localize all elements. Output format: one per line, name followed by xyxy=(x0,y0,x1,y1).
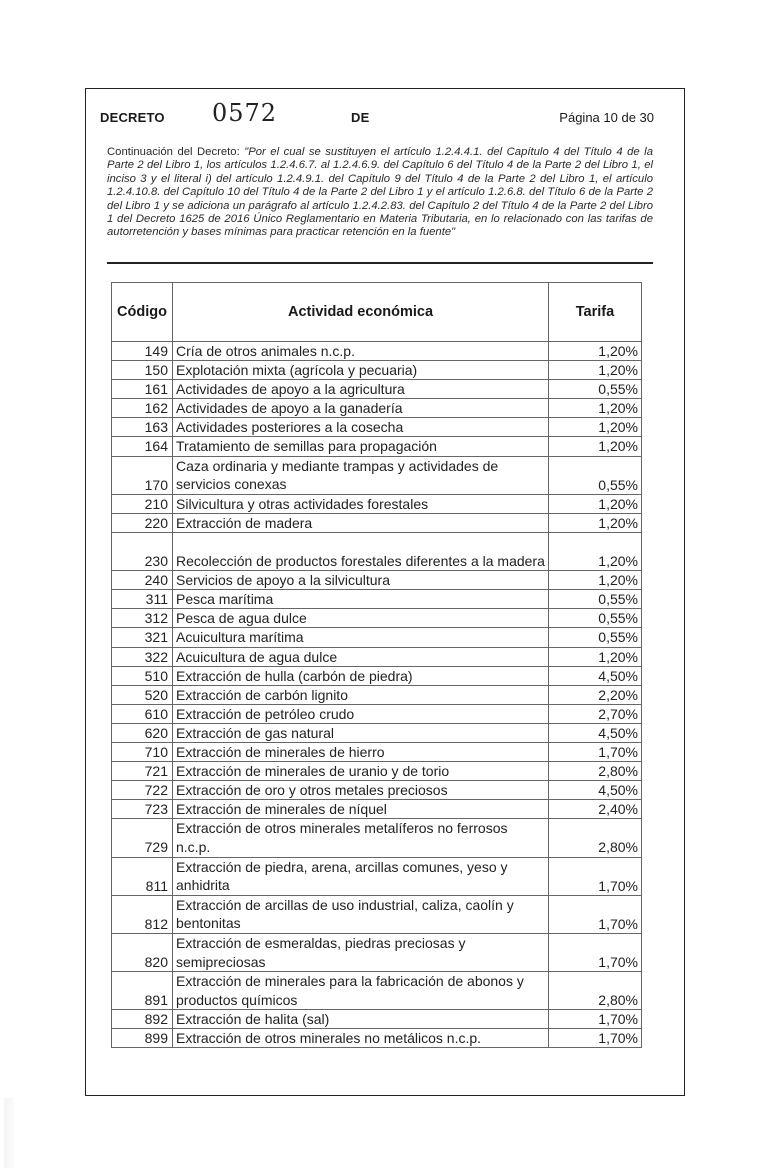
row-activity: Extracción de gas natural xyxy=(173,723,549,742)
decreto-number: 0572 xyxy=(212,99,278,127)
row-code: 710 xyxy=(112,742,173,761)
table-row xyxy=(112,723,642,742)
row-activity: Silvicultura y otras actividades forestales xyxy=(173,494,549,513)
row-rate: 1,70% xyxy=(549,933,642,971)
table-row xyxy=(112,361,642,380)
row-activity: Extracción de minerales de hierro xyxy=(173,742,549,761)
row-code: 230 xyxy=(112,532,173,570)
row-activity: Extracción de hulla (carbón de piedra) xyxy=(173,666,549,685)
row-rate: 2,40% xyxy=(549,800,642,819)
row-rate: 4,50% xyxy=(549,723,642,742)
row-rate: 1,70% xyxy=(549,1010,642,1029)
row-rate: 1,20% xyxy=(549,399,642,418)
row-rate: 1,70% xyxy=(549,895,642,933)
row-code: 161 xyxy=(112,380,173,399)
table-row xyxy=(112,418,642,437)
table-row xyxy=(112,399,642,418)
table-row xyxy=(112,666,642,685)
table-header-row xyxy=(112,283,642,342)
row-activity: Actividades de apoyo a la ganadería xyxy=(173,399,549,418)
row-rate: 1,20% xyxy=(549,418,642,437)
table-row xyxy=(112,1010,642,1029)
row-rate: 1,20% xyxy=(549,494,642,513)
continuation-paragraph xyxy=(107,146,653,240)
row-rate: 0,55% xyxy=(549,380,642,399)
row-activity: Acuicultura de agua dulce xyxy=(173,647,549,666)
table-body xyxy=(112,342,642,1048)
row-rate: 4,50% xyxy=(549,666,642,685)
row-activity: Tratamiento de semillas para propagación xyxy=(173,437,549,456)
table-row xyxy=(112,456,642,494)
row-code: 729 xyxy=(112,819,173,857)
row-rate: 2,70% xyxy=(549,704,642,723)
row-rate: 2,80% xyxy=(549,972,642,1010)
row-rate: 1,20% xyxy=(549,342,642,361)
table-row xyxy=(112,380,642,399)
table-row xyxy=(112,972,642,1010)
row-activity: Extracción de piedra, arena, arcillas comunes, yeso y anhidrita xyxy=(173,857,549,895)
table-row xyxy=(112,571,642,590)
table-row xyxy=(112,513,642,532)
row-code: 149 xyxy=(112,342,173,361)
row-activity: Extracción de minerales de níquel xyxy=(173,800,549,819)
row-code: 510 xyxy=(112,666,173,685)
row-rate: 1,20% xyxy=(549,571,642,590)
row-activity: Extracción de esmeraldas, piedras preciosas y semipreciosas xyxy=(173,933,549,971)
row-code: 312 xyxy=(112,609,173,628)
row-activity: Extracción de minerales para la fabricación de abonos y productos químicos xyxy=(173,972,549,1010)
row-code: 899 xyxy=(112,1029,173,1048)
row-rate: 0,55% xyxy=(549,456,642,494)
row-activity: Extracción de arcillas de uso industrial, caliza, caolín y bentonitas xyxy=(173,895,549,933)
continuation-title: "Por el cual se sustituyen el artículo 1.2.4.4.1. del Capítulo 4 del Título 4 de la Parte 2 del Libro 1, los artículos 1.2.4.6.7. al 1.2.4.6.9. del Capítulo 6 del Título 4 de la Parte 2 del Libro 1, el inciso 3 y el literal i) del artículo 1.2.4.9.1. del Capítulo 9 del Título 4 de la Parte 2 del Libro 1, el artículo 1.2.4.10.8. del Capítulo 10 del Título 4 de la Parte 2 del Libro 1 y el artículo 1.2.6.8. del Título 6 de la Parte 2 del Libro 1 y se adiciona un parágrafo al artículo 1.2.4.2.83. del Capítulo 2 del Título 4 de la Parte 2 del Libro 1 del Decreto 1625 de 2016 Único Reglamentario en Materia Tributaria, en lo relacionado con las tarifas de autorretención y bases mínimas para practicar retención en la fuente" xyxy=(107,146,653,239)
row-activity: Recolección de productos forestales diferentes a la madera xyxy=(173,532,549,570)
row-code: 892 xyxy=(112,1010,173,1029)
row-code: 164 xyxy=(112,437,173,456)
table-row xyxy=(112,342,642,361)
row-activity: Extracción de otros minerales metalíferos no ferrosos n.c.p. xyxy=(173,819,549,857)
row-rate: 0,55% xyxy=(549,628,642,647)
row-code: 322 xyxy=(112,647,173,666)
row-code: 811 xyxy=(112,857,173,895)
row-rate: 1,20% xyxy=(549,532,642,570)
row-code: 311 xyxy=(112,590,173,609)
column-header-rate: Tarifa xyxy=(549,283,642,342)
row-code: 150 xyxy=(112,361,173,380)
page-number: Página 10 de 30 xyxy=(559,110,654,125)
row-rate: 2,80% xyxy=(549,819,642,857)
row-activity: Pesca marítima xyxy=(173,590,549,609)
continuation-prefix: Continuación del Decreto: xyxy=(107,146,245,158)
row-code: 722 xyxy=(112,781,173,800)
table-row xyxy=(112,647,642,666)
row-rate: 1,20% xyxy=(549,647,642,666)
row-code: 162 xyxy=(112,399,173,418)
table-row xyxy=(112,800,642,819)
row-code: 321 xyxy=(112,628,173,647)
page-frame xyxy=(85,88,685,1096)
table-row xyxy=(112,590,642,609)
row-activity: Extracción de carbón lignito xyxy=(173,685,549,704)
row-activity: Caza ordinaria y mediante trampas y actividades de servicios conexas xyxy=(173,456,549,494)
header-divider xyxy=(107,262,653,264)
row-activity: Extracción de otros minerales no metálicos n.c.p. xyxy=(173,1029,549,1048)
table-row xyxy=(112,933,642,971)
row-activity: Acuicultura marítima xyxy=(173,628,549,647)
row-rate: 1,70% xyxy=(549,1029,642,1048)
row-activity: Cría de otros animales n.c.p. xyxy=(173,342,549,361)
row-rate: 0,55% xyxy=(549,609,642,628)
table-row xyxy=(112,781,642,800)
row-code: 723 xyxy=(112,800,173,819)
row-rate: 2,80% xyxy=(549,762,642,781)
table-row xyxy=(112,437,642,456)
row-code: 220 xyxy=(112,513,173,532)
row-code: 210 xyxy=(112,494,173,513)
document-header xyxy=(86,89,684,139)
scan-artifact xyxy=(4,1098,14,1168)
table-row xyxy=(112,819,642,857)
table-row xyxy=(112,762,642,781)
tariff-table xyxy=(111,282,642,1048)
row-rate: 1,20% xyxy=(549,513,642,532)
table-row xyxy=(112,532,642,570)
row-code: 163 xyxy=(112,418,173,437)
row-activity: Servicios de apoyo a la silvicultura xyxy=(173,571,549,590)
table-row xyxy=(112,742,642,761)
row-rate: 2,20% xyxy=(549,685,642,704)
row-activity: Actividades posteriores a la cosecha xyxy=(173,418,549,437)
row-rate: 1,70% xyxy=(549,742,642,761)
de-label: DE xyxy=(351,110,370,125)
row-code: 812 xyxy=(112,895,173,933)
table-row xyxy=(112,628,642,647)
row-activity: Extracción de oro y otros metales preciosos xyxy=(173,781,549,800)
column-header-activity: Actividad económica xyxy=(173,283,549,342)
table-row xyxy=(112,609,642,628)
row-code: 520 xyxy=(112,685,173,704)
row-code: 721 xyxy=(112,762,173,781)
row-rate: 1,70% xyxy=(549,857,642,895)
row-activity: Extracción de madera xyxy=(173,513,549,532)
decreto-label: DECRETO xyxy=(100,110,165,125)
row-activity: Actividades de apoyo a la agricultura xyxy=(173,380,549,399)
row-activity: Extracción de halita (sal) xyxy=(173,1010,549,1029)
table-row xyxy=(112,1029,642,1048)
row-activity: Extracción de petróleo crudo xyxy=(173,704,549,723)
row-code: 820 xyxy=(112,933,173,971)
column-header-code: Código xyxy=(112,283,173,342)
table-row xyxy=(112,895,642,933)
row-code: 620 xyxy=(112,723,173,742)
row-rate: 1,20% xyxy=(549,361,642,380)
row-rate: 0,55% xyxy=(549,590,642,609)
row-code: 891 xyxy=(112,972,173,1010)
row-code: 610 xyxy=(112,704,173,723)
row-activity: Pesca de agua dulce xyxy=(173,609,549,628)
row-activity: Extracción de minerales de uranio y de torio xyxy=(173,762,549,781)
row-code: 240 xyxy=(112,571,173,590)
row-code: 170 xyxy=(112,456,173,494)
table-row xyxy=(112,857,642,895)
table-row xyxy=(112,685,642,704)
row-activity: Explotación mixta (agrícola y pecuaria) xyxy=(173,361,549,380)
row-rate: 4,50% xyxy=(549,781,642,800)
table-row xyxy=(112,704,642,723)
row-rate: 1,20% xyxy=(549,437,642,456)
table-row xyxy=(112,494,642,513)
